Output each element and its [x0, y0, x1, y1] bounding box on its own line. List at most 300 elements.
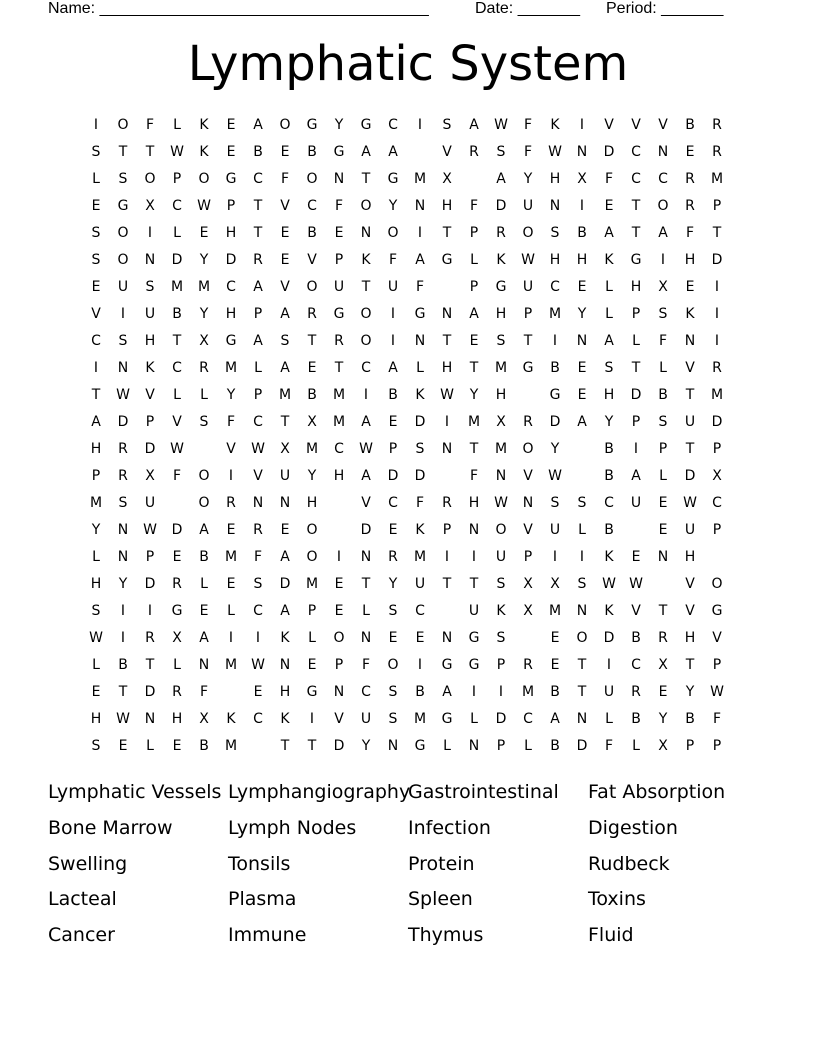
grid-letter: B: [307, 144, 317, 160]
grid-letter: G: [441, 252, 453, 268]
grid-letter: V: [712, 630, 722, 646]
grid-letter: C: [388, 117, 398, 133]
grid-letter: X: [658, 738, 668, 754]
grid-letter: S: [199, 414, 209, 430]
grid-letter: A: [361, 414, 371, 430]
grid-letter: R: [523, 657, 533, 673]
grid-letter: N: [576, 144, 588, 160]
grid-letter: D: [360, 522, 372, 538]
grid-letter: I: [660, 252, 666, 268]
grid-letter: H: [333, 468, 345, 484]
grid-letter: U: [549, 522, 561, 538]
grid-letter: T: [145, 144, 155, 160]
word-bank-item: Bone Marrow: [48, 816, 173, 839]
grid-letter: L: [308, 630, 316, 646]
grid-letter: T: [442, 576, 452, 592]
grid-letter: N: [549, 198, 561, 214]
grid-letter: Y: [91, 522, 101, 538]
grid-letter: E: [577, 360, 587, 376]
grid-letter: H: [495, 306, 507, 322]
grid-letter: V: [604, 117, 614, 133]
grid-letter: G: [468, 657, 480, 673]
grid-letter: R: [172, 576, 182, 592]
grid-letter: N: [279, 657, 291, 673]
grid-letter: F: [226, 414, 236, 430]
grid-letter: O: [306, 549, 318, 565]
grid-letter: A: [253, 333, 263, 349]
grid-letter: P: [172, 171, 182, 187]
grid-letter: L: [92, 657, 100, 673]
grid-letter: L: [254, 360, 262, 376]
grid-letter: L: [578, 522, 586, 538]
grid-letter: B: [631, 711, 641, 727]
grid-letter: K: [226, 711, 236, 727]
grid-letter: H: [441, 360, 453, 376]
grid-letter: W: [548, 468, 562, 484]
grid-letter: H: [90, 441, 102, 457]
grid-letter: A: [280, 306, 290, 322]
grid-letter: U: [522, 198, 534, 214]
grid-letter: R: [253, 522, 263, 538]
grid-letter: T: [442, 333, 452, 349]
grid-letter: M: [710, 171, 724, 187]
grid-letter: R: [469, 144, 479, 160]
grid-letter: E: [550, 630, 560, 646]
grid-letter: G: [549, 387, 561, 403]
grid-letter: T: [631, 198, 641, 214]
grid-letter: H: [684, 252, 696, 268]
grid-letter: I: [93, 117, 99, 133]
grid-letter: V: [280, 198, 290, 214]
grid-letter: F: [523, 117, 533, 133]
grid-letter: I: [390, 333, 396, 349]
grid-letter: M: [521, 684, 535, 700]
grid-letter: B: [577, 225, 587, 241]
grid-letter: N: [441, 441, 453, 457]
grid-letter: W: [521, 252, 535, 268]
grid-letter: I: [417, 117, 423, 133]
grid-letter: C: [658, 171, 668, 187]
grid-letter: T: [712, 225, 722, 241]
grid-letter: E: [388, 630, 398, 646]
grid-letter: A: [658, 225, 668, 241]
grid-row: [0, 436, 816, 463]
grid-letter: B: [685, 711, 695, 727]
grid-letter: G: [495, 279, 507, 295]
grid-letter: S: [658, 414, 668, 430]
grid-letter: I: [714, 306, 720, 322]
grid-letter: P: [334, 252, 344, 268]
grid-row: [0, 139, 816, 166]
grid-letter: T: [91, 387, 101, 403]
grid-letter: H: [225, 306, 237, 322]
grid-letter: B: [658, 387, 668, 403]
grid-letter: S: [388, 603, 398, 619]
grid-letter: C: [550, 279, 560, 295]
grid-letter: T: [280, 738, 290, 754]
grid-letter: D: [144, 576, 156, 592]
grid-letter: K: [280, 711, 290, 727]
grid-letter: O: [576, 630, 588, 646]
grid-letter: O: [279, 117, 291, 133]
grid-letter: A: [550, 711, 560, 727]
grid-letter: G: [441, 711, 453, 727]
grid-letter: P: [685, 738, 695, 754]
grid-letter: R: [307, 306, 317, 322]
grid-letter: C: [307, 198, 317, 214]
grid-letter: C: [172, 198, 182, 214]
grid-letter: C: [172, 360, 182, 376]
grid-row: [0, 490, 816, 517]
grid-letter: H: [495, 387, 507, 403]
grid-letter: H: [468, 495, 480, 511]
grid-letter: H: [684, 549, 696, 565]
grid-letter: I: [363, 387, 369, 403]
grid-letter: I: [228, 468, 234, 484]
grid-letter: O: [387, 225, 399, 241]
grid-letter: P: [496, 738, 506, 754]
word-bank-item: Rudbeck: [588, 852, 670, 875]
grid-letter: E: [226, 144, 236, 160]
grid-letter: E: [685, 279, 695, 295]
grid-letter: K: [604, 603, 614, 619]
grid-letter: D: [603, 630, 615, 646]
grid-letter: M: [413, 711, 427, 727]
grid-letter: V: [307, 252, 317, 268]
grid-letter: D: [333, 738, 345, 754]
grid-letter: N: [333, 684, 345, 700]
grid-letter: T: [469, 360, 479, 376]
grid-letter: I: [255, 630, 261, 646]
grid-letter: N: [252, 495, 264, 511]
grid-letter: V: [685, 603, 695, 619]
grid-letter: A: [388, 360, 398, 376]
word-bank-item: Tonsils: [228, 852, 291, 875]
grid-letter: A: [199, 522, 209, 538]
grid-letter: Y: [388, 198, 398, 214]
grid-letter: X: [307, 414, 317, 430]
grid-letter: U: [495, 549, 507, 565]
grid-letter: F: [712, 711, 722, 727]
grid-letter: R: [712, 144, 722, 160]
grid-letter: E: [334, 603, 344, 619]
word-bank-item: Infection: [408, 816, 491, 839]
grid-letter: T: [577, 684, 587, 700]
grid-row: [0, 220, 816, 247]
grid-letter: O: [387, 657, 399, 673]
grid-letter: H: [306, 495, 318, 511]
grid-letter: T: [685, 387, 695, 403]
grid-letter: R: [442, 495, 452, 511]
grid-letter: B: [118, 657, 128, 673]
grid-row: [0, 382, 816, 409]
grid-letter: F: [658, 333, 668, 349]
grid-letter: C: [388, 495, 398, 511]
grid-letter: P: [469, 225, 479, 241]
grid-letter: G: [387, 171, 399, 187]
grid-letter: A: [361, 144, 371, 160]
grid-row: [0, 247, 816, 274]
grid-letter: L: [524, 738, 532, 754]
grid-letter: E: [280, 522, 290, 538]
grid-letter: C: [253, 414, 263, 430]
grid-letter: I: [579, 117, 585, 133]
grid-letter: T: [469, 576, 479, 592]
grid-letter: A: [469, 117, 479, 133]
grid-letter: N: [684, 333, 696, 349]
grid-letter: O: [522, 441, 534, 457]
grid-letter: F: [199, 684, 209, 700]
grid-letter: F: [388, 252, 398, 268]
grid-letter: Y: [523, 171, 533, 187]
grid-letter: S: [280, 333, 290, 349]
grid-letter: W: [629, 576, 643, 592]
grid-letter: I: [714, 279, 720, 295]
grid-letter: P: [307, 603, 317, 619]
grid-letter: R: [658, 630, 668, 646]
grid-letter: I: [552, 333, 558, 349]
grid-letter: K: [199, 144, 209, 160]
grid-letter: G: [711, 603, 723, 619]
grid-letter: C: [253, 171, 263, 187]
grid-row: [0, 625, 816, 652]
grid-letter: U: [414, 576, 426, 592]
grid-letter: S: [496, 333, 506, 349]
grid-letter: H: [441, 198, 453, 214]
grid-letter: O: [198, 495, 210, 511]
grid-letter: A: [496, 171, 506, 187]
grid-letter: D: [279, 576, 291, 592]
grid-letter: T: [523, 333, 533, 349]
grid-letter: N: [576, 603, 588, 619]
grid-letter: E: [307, 360, 317, 376]
grid-letter: E: [226, 522, 236, 538]
grid-letter: X: [199, 711, 209, 727]
grid-letter: D: [225, 252, 237, 268]
grid-letter: Y: [388, 576, 398, 592]
grid-letter: I: [633, 441, 639, 457]
grid-letter: G: [306, 684, 318, 700]
grid-letter: B: [199, 549, 209, 565]
grid-letter: H: [603, 387, 615, 403]
grid-letter: P: [712, 522, 722, 538]
grid-letter: E: [577, 387, 587, 403]
grid-letter: X: [496, 414, 506, 430]
grid-letter: N: [279, 495, 291, 511]
grid-letter: I: [444, 549, 450, 565]
grid-letter: B: [550, 684, 560, 700]
grid-row: [0, 409, 816, 436]
grid-letter: L: [632, 333, 640, 349]
grid-letter: A: [415, 252, 425, 268]
grid-letter: I: [120, 630, 126, 646]
grid-letter: W: [89, 630, 103, 646]
grid-row: [0, 652, 816, 679]
grid-letter: Y: [658, 711, 668, 727]
grid-letter: E: [91, 198, 101, 214]
grid-letter: L: [173, 225, 181, 241]
grid-letter: U: [144, 306, 156, 322]
grid-letter: L: [173, 117, 181, 133]
grid-letter: U: [144, 495, 156, 511]
grid-letter: T: [469, 441, 479, 457]
grid-letter: B: [550, 738, 560, 754]
grid-letter: O: [306, 279, 318, 295]
grid-letter: Y: [577, 306, 587, 322]
grid-letter: W: [116, 387, 130, 403]
grid-letter: S: [91, 603, 101, 619]
grid-letter: C: [361, 684, 371, 700]
grid-letter: E: [226, 117, 236, 133]
grid-letter: L: [200, 387, 208, 403]
grid-letter: M: [305, 441, 319, 457]
grid-letter: U: [117, 279, 129, 295]
grid-letter: Y: [685, 684, 695, 700]
grid-letter: S: [91, 144, 101, 160]
grid-letter: V: [145, 387, 155, 403]
grid-letter: P: [523, 549, 533, 565]
grid-letter: K: [604, 549, 614, 565]
grid-letter: E: [253, 684, 263, 700]
grid-letter: W: [602, 576, 616, 592]
grid-letter: U: [684, 414, 696, 430]
grid-letter: I: [417, 657, 423, 673]
grid-letter: W: [494, 117, 508, 133]
grid-letter: A: [280, 549, 290, 565]
grid-letter: Y: [604, 414, 614, 430]
grid-letter: N: [414, 198, 426, 214]
grid-letter: I: [390, 306, 396, 322]
grid-letter: S: [91, 225, 101, 241]
grid-letter: G: [360, 117, 372, 133]
grid-letter: O: [198, 171, 210, 187]
grid-letter: M: [197, 279, 211, 295]
grid-letter: K: [280, 630, 290, 646]
grid-letter: D: [549, 414, 561, 430]
grid-letter: T: [442, 225, 452, 241]
grid-letter: I: [552, 549, 558, 565]
grid-letter: T: [361, 171, 371, 187]
grid-letter: P: [631, 414, 641, 430]
grid-letter: C: [361, 360, 371, 376]
grid-letter: E: [172, 549, 182, 565]
grid-letter: T: [685, 657, 695, 673]
grid-letter: S: [415, 441, 425, 457]
grid-letter: B: [604, 468, 614, 484]
grid-letter: P: [712, 441, 722, 457]
grid-letter: K: [550, 117, 560, 133]
grid-letter: F: [685, 225, 695, 241]
grid-letter: D: [414, 468, 426, 484]
word-bank-item: Lacteal: [48, 888, 117, 911]
grid-letter: G: [225, 171, 237, 187]
grid-letter: T: [307, 333, 317, 349]
grid-letter: Y: [199, 252, 209, 268]
grid-letter: U: [333, 279, 345, 295]
grid-letter: K: [145, 360, 155, 376]
grid-letter: E: [550, 657, 560, 673]
grid-letter: B: [307, 225, 317, 241]
grid-letter: M: [332, 414, 346, 430]
grid-letter: R: [496, 225, 506, 241]
grid-letter: X: [145, 468, 155, 484]
grid-letter: I: [93, 360, 99, 376]
grid-letter: D: [711, 252, 723, 268]
grid-letter: G: [522, 360, 534, 376]
grid-letter: S: [388, 711, 398, 727]
grid-letter: O: [360, 333, 372, 349]
grid-letter: E: [280, 252, 290, 268]
grid-letter: S: [496, 576, 506, 592]
grid-letter: K: [496, 252, 506, 268]
grid-letter: D: [684, 468, 696, 484]
date-field-label: Date: _______: [475, 0, 580, 17]
grid-letter: T: [685, 441, 695, 457]
grid-letter: D: [414, 414, 426, 430]
grid-letter: V: [523, 468, 533, 484]
grid-letter: X: [658, 657, 668, 673]
grid-row: [0, 598, 816, 625]
grid-letter: E: [91, 684, 101, 700]
grid-letter: I: [120, 603, 126, 619]
grid-letter: W: [143, 522, 157, 538]
word-bank-item: Toxins: [588, 888, 646, 911]
grid-letter: Y: [361, 738, 371, 754]
grid-letter: T: [253, 225, 263, 241]
grid-letter: S: [388, 684, 398, 700]
grid-letter: S: [604, 360, 614, 376]
grid-letter: B: [199, 738, 209, 754]
grid-letter: A: [604, 225, 614, 241]
grid-letter: W: [710, 684, 724, 700]
grid-letter: B: [550, 360, 560, 376]
grid-letter: G: [468, 630, 480, 646]
grid-letter: T: [145, 657, 155, 673]
grid-letter: L: [659, 468, 667, 484]
grid-letter: E: [307, 657, 317, 673]
grid-letter: S: [91, 252, 101, 268]
grid-letter: P: [712, 738, 722, 754]
word-bank-item: Lymphangiography: [228, 781, 411, 803]
grid-letter: S: [550, 495, 560, 511]
grid-letter: M: [305, 576, 319, 592]
grid-letter: B: [388, 387, 398, 403]
word-bank-item: Plasma: [228, 888, 297, 911]
grid-letter: F: [469, 198, 479, 214]
grid-letter: X: [658, 279, 668, 295]
grid-letter: T: [118, 144, 128, 160]
grid-letter: N: [198, 657, 210, 673]
grid-letter: D: [171, 252, 183, 268]
grid-letter: B: [631, 630, 641, 646]
grid-letter: R: [388, 549, 398, 565]
grid-letter: N: [441, 630, 453, 646]
grid-letter: N: [441, 306, 453, 322]
grid-letter: F: [361, 657, 371, 673]
grid-letter: P: [712, 657, 722, 673]
grid-letter: F: [253, 549, 263, 565]
grid-letter: L: [632, 738, 640, 754]
grid-letter: A: [91, 414, 101, 430]
grid-letter: A: [280, 360, 290, 376]
grid-letter: B: [685, 117, 695, 133]
grid-letter: I: [579, 198, 585, 214]
grid-letter: B: [604, 522, 614, 538]
grid-letter: T: [631, 360, 641, 376]
grid-letter: I: [336, 549, 342, 565]
grid-letter: P: [496, 657, 506, 673]
grid-letter: V: [685, 360, 695, 376]
